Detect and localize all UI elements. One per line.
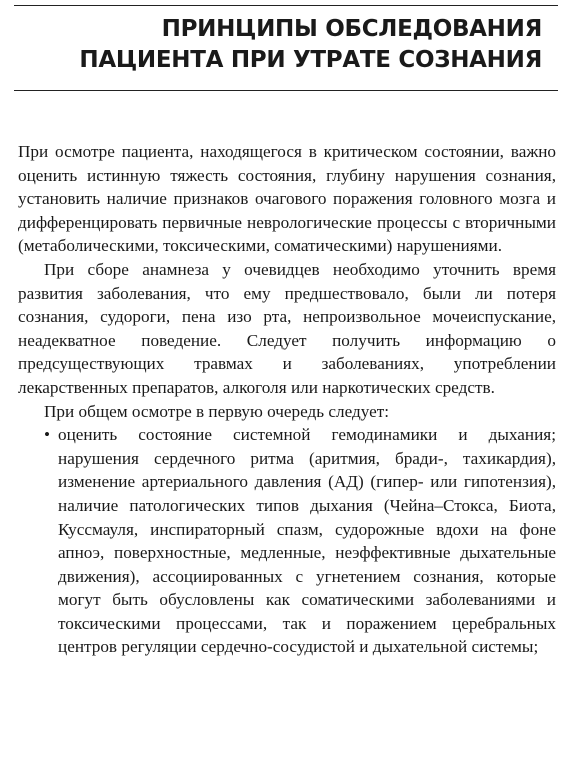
top-rule xyxy=(14,5,558,6)
bullet-list xyxy=(18,423,556,659)
body-text xyxy=(18,140,556,659)
paragraph-general-exam: При общем осмотре в первую очередь следует: xyxy=(44,401,390,421)
list-item xyxy=(18,423,556,659)
heading-underline xyxy=(14,90,558,91)
section-heading xyxy=(79,14,542,76)
heading-line-2: ПАЦИЕНТА ПРИ УТРАТЕ СОЗНАНИЯ xyxy=(79,47,542,73)
heading-line-1: ПРИНЦИПЫ ОБСЛЕДОВАНИЯ xyxy=(161,16,542,42)
list-item-text: оценить состояние системной гемодинамики и дыхания; нарушения сердечного ритма (аритмия, бради-, тахикардия), изменение артериального давления (АД) (гипер- или гипотензия), наличие патологических типов дыхания (Чейна–Стокса, Биота, Куссмауля, инспираторный спазм, судорожные вдохи на фоне апноэ, поверхностные, медленные, неэффективные дыхательные движения), ассоциированных с угнетением сознания, которые могут быть обусловлены как соматическими заболеваниями и токсическими процессами, так и поражением церебральных центров регуляции сердечно-сосудистой и дыхательной системы; xyxy=(58,425,556,657)
bullet-icon: • xyxy=(44,425,51,445)
paragraph-intro: При осмотре пациента, находящегося в критическом состоянии, важно оценить истинную тяжесть состояния, глубину нарушения сознания, установить наличие признаков очагового поражения головного мозга и дифференцировать первичные неврологические процессы с вторичными (метаболическими, токсическими, соматическими) нарушениями. xyxy=(18,142,556,256)
paragraph-anamnesis: При сборе анамнеза у очевидцев необходимо уточнить время развития заболевания, что ему предшествовало, были ли потеря сознания, судороги, пена изо рта, непроизвольное мочеиспускание, неадекватное поведение. Следует получить информацию о предсуществующих травмах и заболеваниях, употреблении лекарственных препаратов, алкоголя или наркотических средств. xyxy=(18,259,556,397)
